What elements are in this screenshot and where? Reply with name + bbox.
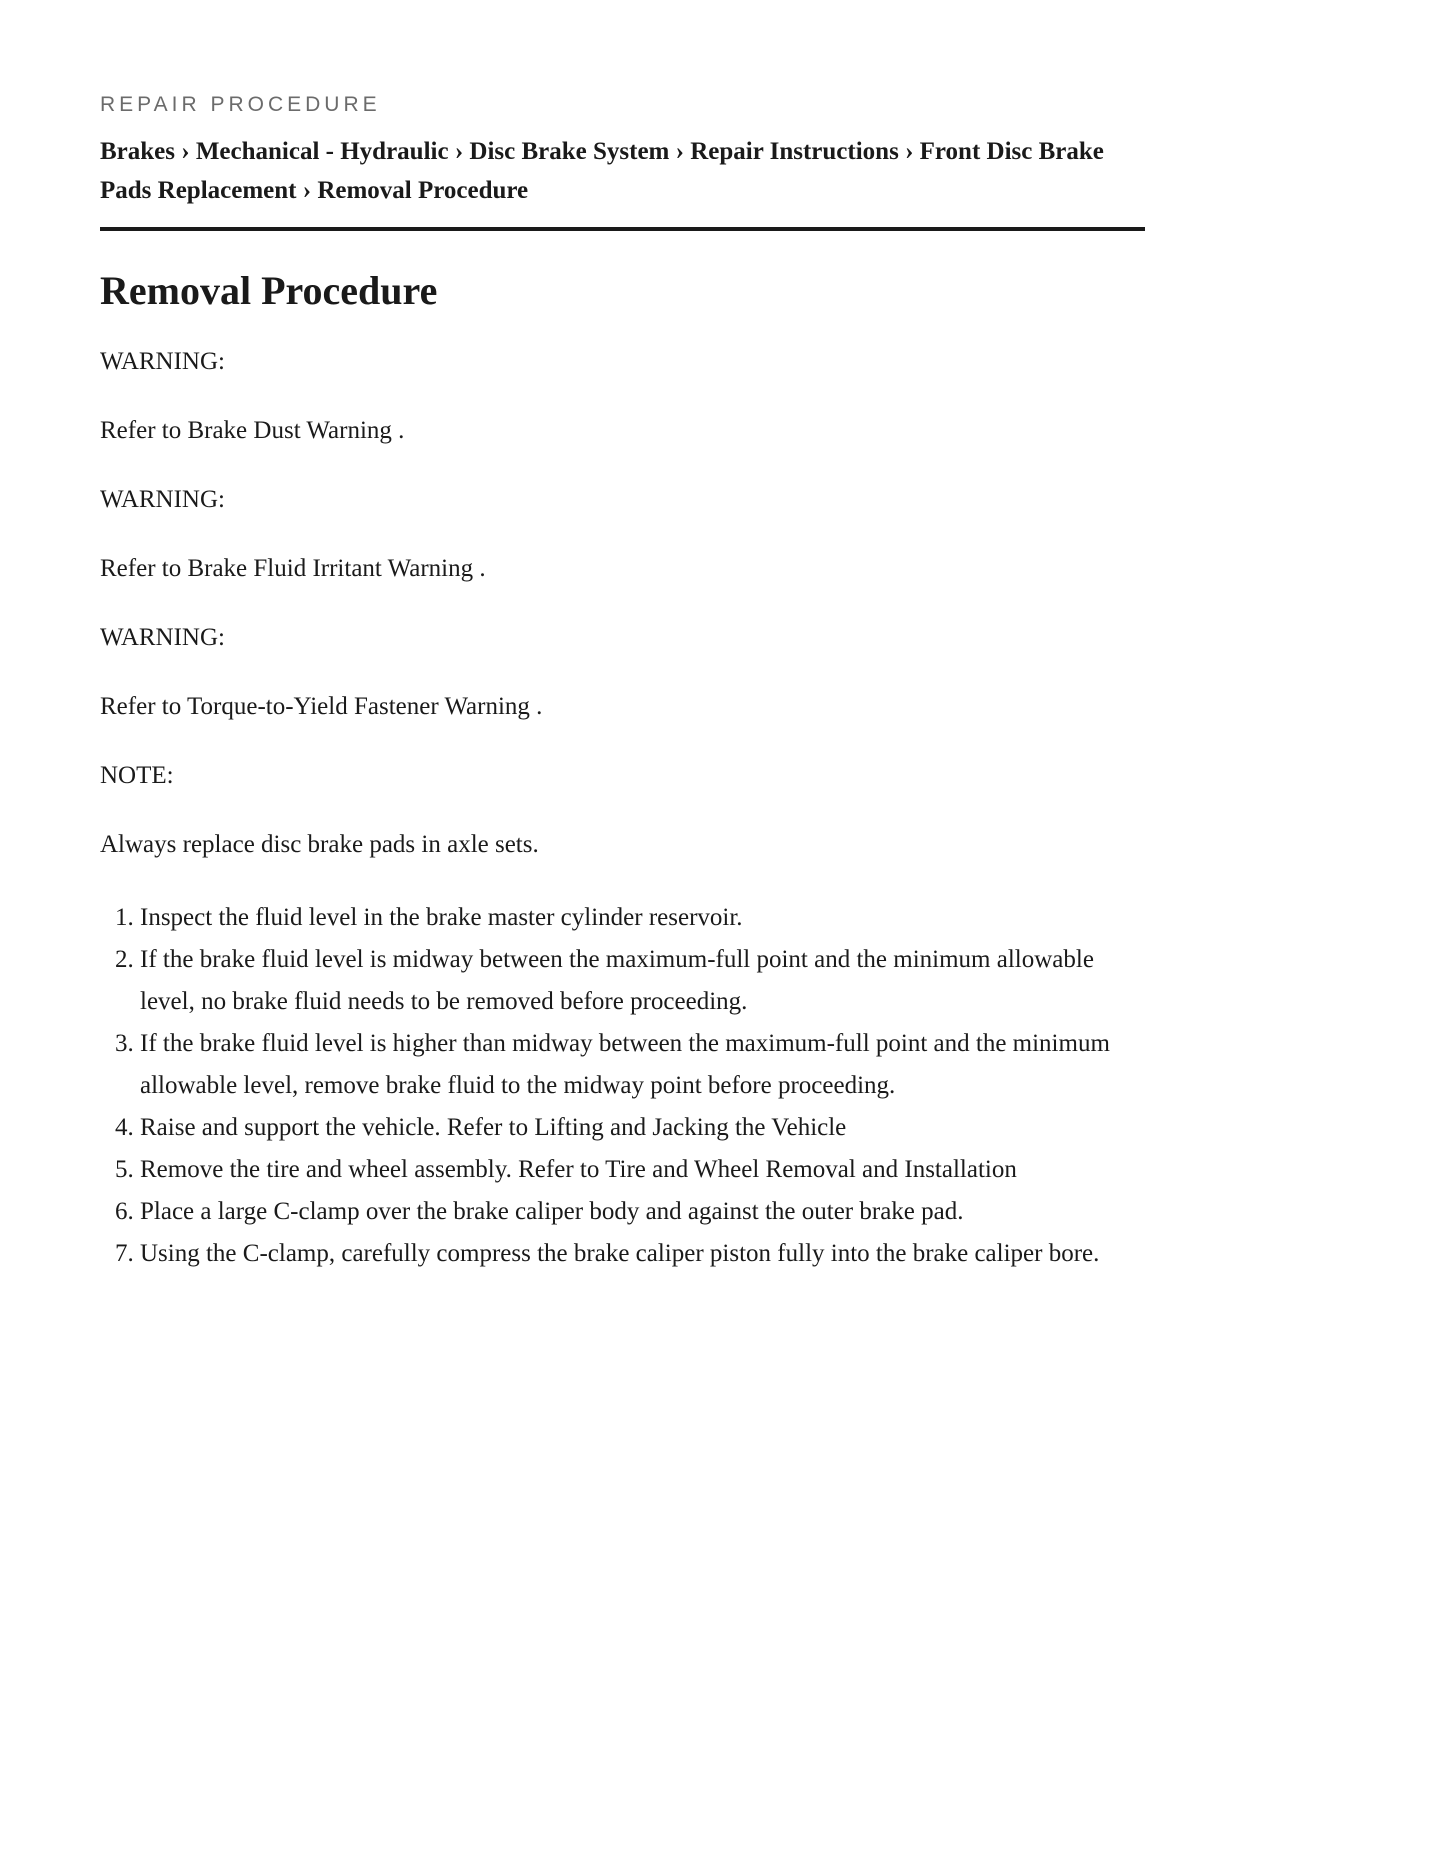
- breadcrumb-item[interactable]: Repair Instructions: [690, 138, 899, 165]
- warning-text: Refer to Torque-to-Yield Fastener Warning .: [100, 693, 543, 720]
- procedure-steps: [100, 897, 1145, 1275]
- procedure-step: 1. Inspect the fluid level in the brake master cylinder reservoir.: [140, 897, 1145, 939]
- warning-text: Refer to Brake Dust Warning .: [100, 417, 405, 444]
- procedure-step: 2. If the brake fluid level is midway between the maximum-full point and the minimum allowable level, no brake fluid needs to be removed before proceeding.: [140, 939, 1145, 1023]
- warning-text: Refer to Brake Fluid Irritant Warning .: [100, 555, 486, 582]
- breadcrumb-separator: ›: [302, 177, 318, 204]
- note-text: Always replace disc brake pads in axle sets.: [100, 831, 539, 858]
- warning-label: WARNING:: [100, 486, 225, 513]
- breadcrumb-separator: ›: [454, 138, 470, 165]
- procedure-step: 6. Place a large C-clamp over the brake caliper body and against the outer brake pad.: [140, 1191, 1145, 1233]
- breadcrumb-separator: ›: [905, 138, 920, 165]
- breadcrumb: [100, 132, 1145, 231]
- breadcrumb-item[interactable]: Mechanical - Hydraulic: [195, 138, 449, 165]
- note-label: NOTE:: [100, 762, 174, 789]
- breadcrumb-item[interactable]: Disc Brake System: [469, 138, 670, 165]
- page-title: Removal Procedure: [100, 268, 438, 313]
- breadcrumb-item-current: Removal Procedure: [317, 177, 529, 204]
- breadcrumb-separator: ›: [181, 138, 196, 165]
- procedure-step: 4. Raise and support the vehicle. Refer to Lifting and Jacking the Vehicle: [140, 1107, 1145, 1149]
- breadcrumb-item[interactable]: Brakes: [100, 138, 175, 165]
- procedure-step: 5. Remove the tire and wheel assembly. Refer to Tire and Wheel Removal and Installation: [140, 1149, 1145, 1191]
- procedure-step: 7. Using the C-clamp, carefully compress the brake caliper piston fully into the brake caliper bore.: [140, 1233, 1145, 1275]
- breadcrumb-item[interactable]: Front Disc Brake Pads Replacement: [100, 138, 1104, 204]
- breadcrumb-separator: ›: [675, 138, 691, 165]
- procedure-step: 3. If the brake fluid level is higher than midway between the maximum-full point and the minimum allowable level, remove brake fluid to the midway point before proceeding.: [140, 1023, 1145, 1107]
- warning-label: WARNING:: [100, 348, 225, 375]
- warning-label: WARNING:: [100, 624, 225, 651]
- section-kicker: REPAIR PROCEDURE: [100, 93, 381, 116]
